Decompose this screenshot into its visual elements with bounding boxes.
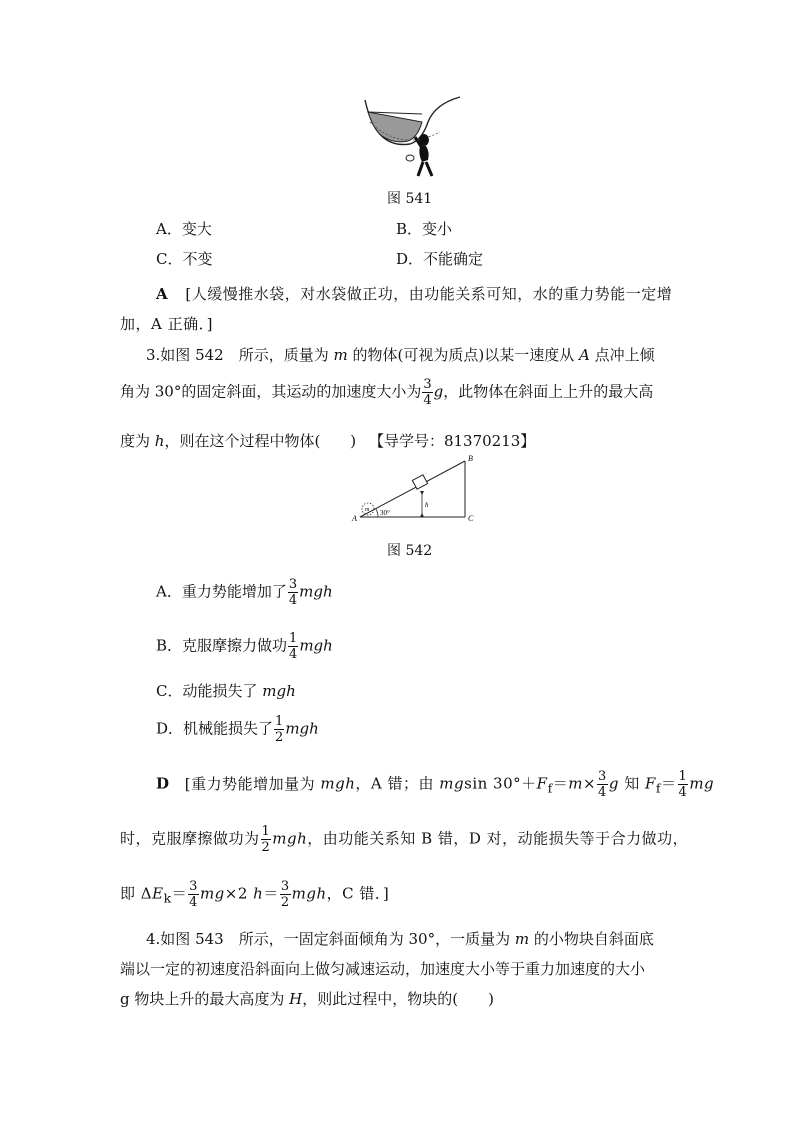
- q3-var-h: h: [154, 432, 165, 450]
- answer-expr: h: [253, 884, 264, 903]
- fraction-numerator: 1: [261, 824, 271, 839]
- fraction-denominator: 4: [288, 593, 298, 608]
- q3-option-c: [156, 680, 296, 701]
- answer-expr: mg: [689, 774, 715, 793]
- q2-answer-letter: A: [156, 285, 169, 303]
- fraction-denominator: 2: [280, 895, 290, 910]
- fraction-numerator: 3: [280, 879, 290, 894]
- option-expr: mgh: [262, 682, 296, 700]
- q4-stem-line-3: [120, 988, 494, 1009]
- q3-var-a: A: [578, 346, 590, 364]
- fraction-numerator: 3: [189, 879, 198, 894]
- answer-expr: mgh: [272, 829, 308, 848]
- fraction: [280, 880, 291, 909]
- q4-var-h: H: [289, 990, 303, 1008]
- q3-answer-letter: D: [156, 774, 170, 793]
- answer-expr: E: [152, 884, 164, 903]
- fraction-denominator: 4: [189, 895, 198, 910]
- q3-answer-line-1: [156, 770, 714, 799]
- answer-text: 时，克服摩擦做功为: [120, 829, 260, 848]
- q4-text: g 物块上升的最大高度为: [120, 990, 290, 1008]
- option-expr: mgh: [299, 582, 333, 601]
- q4-var-m: m: [514, 930, 530, 948]
- fraction-numerator: 1: [678, 769, 688, 784]
- fraction: [261, 825, 272, 854]
- fraction: [288, 632, 298, 661]
- answer-text: ＝: [552, 774, 569, 793]
- option-text: A．重力势能增加了: [156, 582, 287, 601]
- figure-542-caption: 图 542: [387, 543, 433, 559]
- subscript: k: [163, 890, 172, 906]
- q4-stem-line-2: 端以一定的初速度沿斜面向上做匀减速运动，加速度大小等于重力加速度的大小: [120, 960, 646, 978]
- answer-text: ×: [582, 774, 597, 793]
- q3-text: 角为 30°的固定斜面，其运动的加速度大小为: [120, 382, 422, 401]
- q3-answer-line-2: [120, 825, 688, 854]
- q2-option-a: A．变大: [156, 220, 212, 238]
- answer-text: ＝: [661, 774, 677, 793]
- option-text: B．克服摩擦力做功: [156, 636, 288, 655]
- answer-text: 知: [618, 774, 645, 793]
- answer-expr: m: [568, 774, 583, 793]
- answer-text: ，A 错；由: [355, 774, 440, 793]
- q2-option-b: B．变小: [396, 220, 453, 238]
- q2-option-d: D．不能确定: [396, 250, 484, 268]
- q3-text: 的物体(可视为质点)以某一速度从: [347, 346, 579, 364]
- q3-option-d: [156, 715, 319, 744]
- fraction-denominator: 2: [275, 730, 284, 745]
- q2-answer-line-1: [156, 283, 672, 304]
- q3-text: ，此物体在斜面上上升的最大高: [443, 382, 654, 401]
- fraction: [597, 770, 608, 799]
- q4-text: 4.如图 543 所示，一固定斜面倾角为 30°，一质量为: [146, 930, 515, 948]
- q3-text: 度为: [120, 432, 155, 450]
- q3-var-g: g: [433, 382, 444, 401]
- q4-stem-line-1: [146, 928, 654, 949]
- answer-text: ×2: [224, 884, 254, 903]
- q3-stem-line-3: [120, 430, 535, 451]
- q3-stem-line-2: [120, 378, 653, 407]
- q3-var-m: m: [333, 346, 348, 364]
- fraction-numerator: 3: [598, 769, 607, 784]
- q2-answer-text-1: [人缓慢推水袋，对水袋做正功，由功能关系可知，水的重力势能一定增: [185, 285, 673, 303]
- q4-text: 的小物块自斜面底: [529, 930, 654, 948]
- fraction: [188, 880, 199, 909]
- answer-text: sin 30°＋: [464, 774, 537, 793]
- subscript: f: [655, 780, 662, 796]
- label-h: h: [425, 501, 429, 509]
- answer-expr: g: [608, 774, 619, 793]
- label-c: C: [468, 514, 474, 523]
- answer-text: [重力势能增加量为: [184, 774, 321, 793]
- fraction-denominator: 4: [678, 785, 688, 800]
- answer-expr: F: [644, 774, 656, 793]
- option-expr: mgh: [285, 719, 319, 738]
- answer-text: 即 Δ: [120, 884, 153, 903]
- label-m: m: [365, 507, 370, 513]
- answer-text: ＝: [171, 884, 188, 903]
- option-text: C．动能损失了: [156, 682, 263, 700]
- fraction-numerator: 1: [289, 631, 298, 646]
- fraction: [288, 578, 298, 607]
- fraction-denominator: 4: [423, 393, 432, 408]
- fraction-numerator: 1: [275, 714, 284, 729]
- label-a: A: [352, 514, 357, 523]
- answer-text: ＝: [263, 884, 279, 903]
- q4-text: ，则此过程中，物块的( ): [302, 990, 494, 1008]
- q3-text: 点冲上倾: [589, 346, 655, 364]
- answer-expr: mg: [199, 884, 225, 903]
- figure-542-diagram: [350, 455, 485, 525]
- fraction-denominator: 2: [261, 840, 271, 855]
- q3-text: ，则在这个过程中物体( ): [164, 432, 357, 450]
- fraction: [274, 715, 284, 744]
- answer-expr: F: [536, 774, 548, 793]
- q2-option-c: C．不变: [156, 250, 213, 268]
- q3-option-a: [156, 578, 333, 607]
- fraction-denominator: 4: [289, 647, 298, 662]
- answer-text: ，由功能关系知 B 错，D 对，动能损失等于合力做功，: [307, 829, 689, 848]
- option-text: D．机械能损失了: [156, 719, 274, 738]
- subscript: f: [547, 780, 553, 796]
- q3-reference-code: 【导学号：81370213】: [368, 432, 536, 450]
- q3-text: 3.如图 542 所示，质量为: [146, 346, 334, 364]
- answer-expr: mgh: [320, 774, 356, 793]
- q3-option-b: [156, 632, 333, 661]
- fraction-numerator: 3: [288, 577, 298, 592]
- fraction: [678, 770, 689, 799]
- q2-answer-line-2: 加，A 正确．]: [120, 315, 213, 333]
- fraction-numerator: 3: [423, 377, 432, 392]
- fraction-denominator: 4: [598, 785, 607, 800]
- answer-text: ，C 错．]: [326, 884, 390, 903]
- figure-541-illustration: [360, 92, 470, 182]
- fraction: [422, 378, 432, 407]
- answer-expr: mgh: [291, 884, 327, 903]
- q3-answer-line-3: [120, 880, 389, 909]
- q3-stem-line-1: [146, 344, 655, 365]
- option-expr: mgh: [299, 636, 333, 655]
- answer-expr: mg: [439, 774, 465, 793]
- label-angle: 30°: [380, 509, 390, 517]
- figure-541-caption: 图 541: [387, 191, 433, 207]
- label-b: B: [468, 455, 473, 463]
